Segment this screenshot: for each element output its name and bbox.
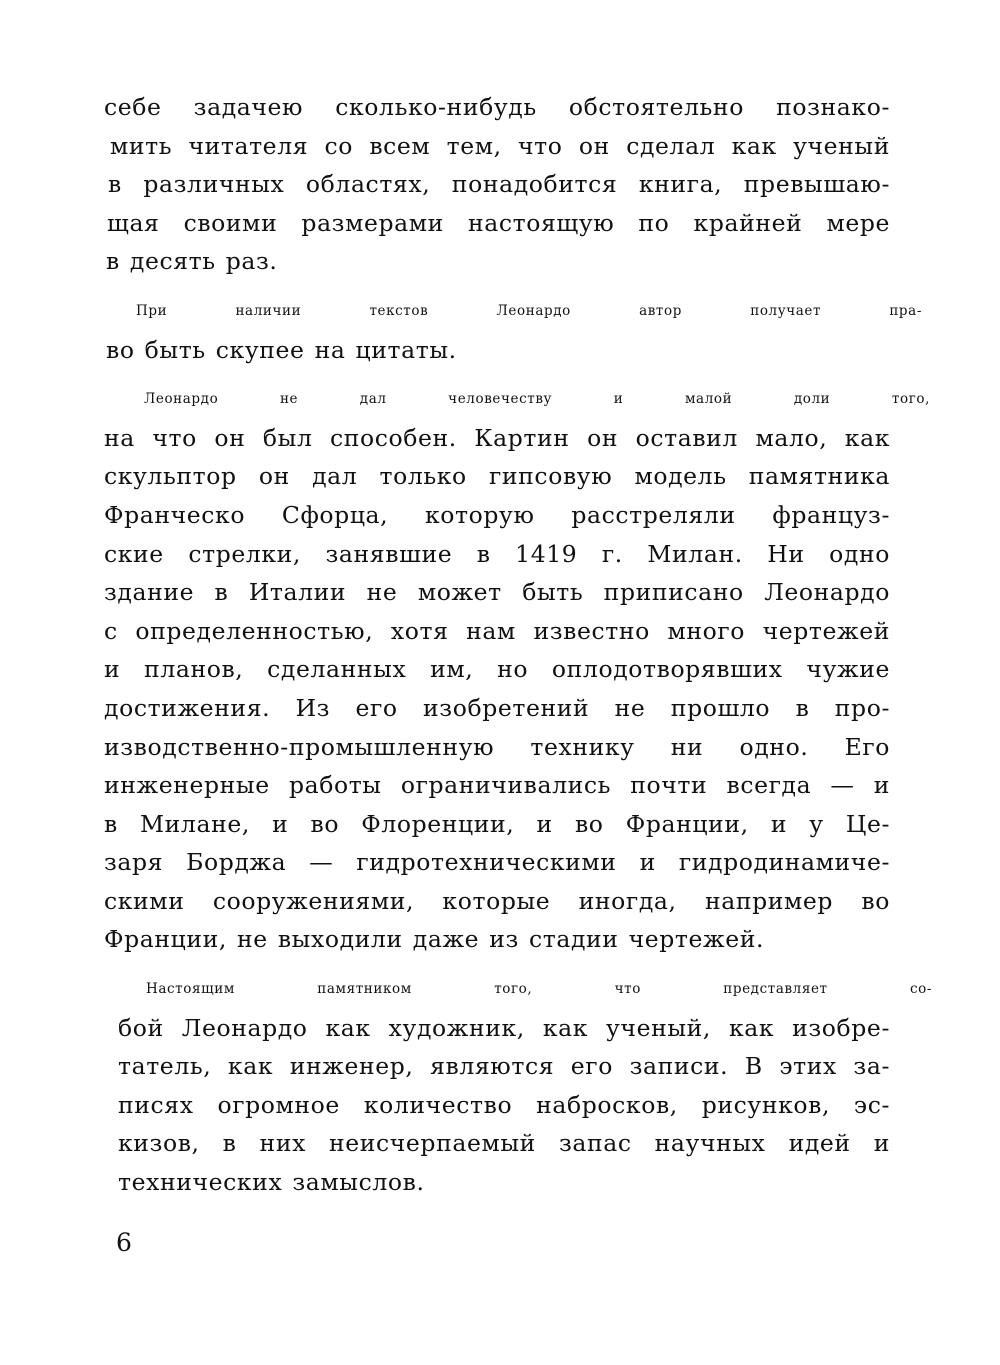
text-line: во быть скупее на цитаты. bbox=[106, 335, 457, 364]
text-line: и планов, сделанных им, но оплодотворявших чужие bbox=[104, 655, 890, 684]
text-line: ские стрелки, занявшие в 1419 г. Милан. Ни одно bbox=[104, 539, 890, 568]
text-line: Франческо Сфорца, которую расстреляли француз- bbox=[104, 500, 890, 529]
text-line: бой Леонардо как художник, как ученый, как изобре- bbox=[118, 1013, 890, 1042]
text-line: При наличии текстов Леонардо автор получает пра- bbox=[136, 302, 922, 319]
page-number: 6 bbox=[116, 1228, 132, 1257]
text-line: в различных областях, понадобится книга, превышаю- bbox=[108, 170, 890, 199]
text-line: на что он был способен. Картин он оставил мало, как bbox=[104, 423, 890, 452]
text-line: заря Борджа — гидротехническими и гидродинамиче- bbox=[104, 848, 890, 877]
text-line: достижения. Из его изобретений не прошло в про- bbox=[104, 693, 890, 722]
text-line: скими сооружениями, которые иногда, например во bbox=[104, 886, 890, 915]
text-line: кизов, в них неисчерпаемый запас научных идей и bbox=[118, 1129, 890, 1158]
text-line: в Милане, и во Флоренции, и во Франции, и у Це- bbox=[104, 809, 890, 838]
text-line: технических замыслов. bbox=[118, 1168, 425, 1197]
text-line: в десять раз. bbox=[106, 247, 278, 276]
text-line: изводственно-промышленную технику ни одно. Его bbox=[104, 732, 890, 761]
paragraph bbox=[104, 88, 890, 281]
body-text bbox=[104, 88, 932, 1202]
text-line: Леонардо не дал человечеству и малой доли того, bbox=[144, 391, 930, 408]
paragraph-gap bbox=[104, 369, 890, 380]
text-line: Франции, не выходили даже из стадии чертежей. bbox=[104, 925, 765, 954]
paragraph bbox=[104, 970, 932, 1202]
text-line: писях огромное количество набросков, рисунков, эс- bbox=[118, 1090, 890, 1119]
text-line: татель, как инженер, являются его записи. В этих за- bbox=[118, 1052, 890, 1081]
text-line: инженерные работы ограничивались почти всегда — и bbox=[104, 771, 890, 800]
text-line: мить читателя со всем тем, что он сделал как ученый bbox=[110, 131, 890, 160]
paragraph-gap bbox=[104, 959, 890, 970]
text-line: с определенностью, хотя нам известно много чертежей bbox=[104, 616, 890, 645]
paragraph bbox=[104, 292, 922, 369]
paragraph-gap bbox=[104, 281, 890, 292]
text-line: щая своими размерами настоящую по крайней мере bbox=[107, 208, 890, 237]
text-line: здание в Италии не может быть приписано Леонардо bbox=[104, 578, 890, 607]
paragraph bbox=[104, 380, 930, 959]
text-line: себе задачею сколько-нибудь обстоятельно познако- bbox=[104, 93, 890, 121]
text-line: скульптор он дал только гипсовую модель памятника bbox=[104, 462, 890, 491]
text-line: Настоящим памятником того, что представляет со- bbox=[146, 981, 932, 998]
